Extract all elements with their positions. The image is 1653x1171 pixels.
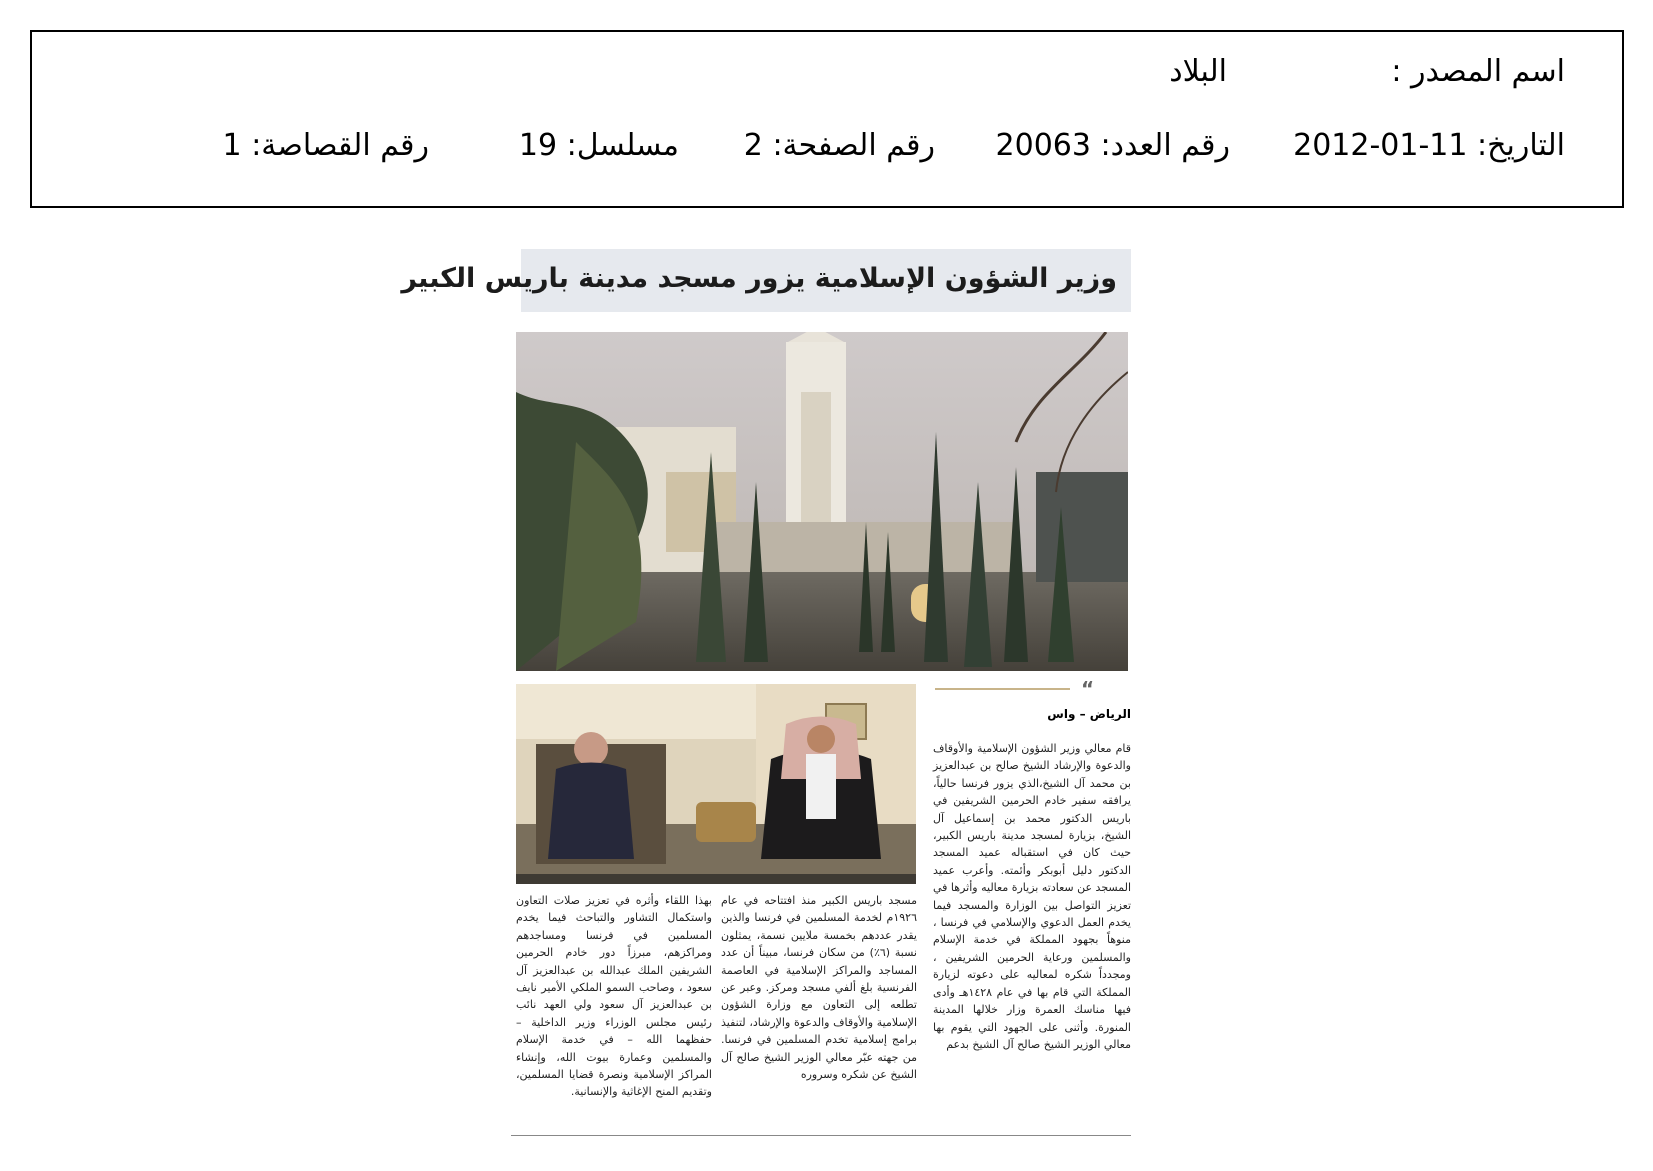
page-value: 2: [743, 128, 763, 163]
article-column-middle: مسجد باريس الكبير منذ افتتاحه في عام ١٩٢٦م لخدمة المسلمين في فرنسا والذين يقدر عددهم بخمسة ملايين نسمة، يمثلون نسبة (٦٪) من سكان فرنسا، مبيناً أن عدد المساجد والمراكز الإسلامية في العاصمة الفرنسية بلغ ألفي مسجد ومركز. وعبر عن تطلعه إلى التعاون مع وزارة الشؤون الإسلامية والأوقاف والدعوة والإرشاد، لتنفيذ برامج إسلامية تخدم المسلمين في فرنسا. من جهته عبّر معالي الوزير الشيخ صالح آل الشيخ عن شكره وسروره: [721, 894, 917, 1082]
clip-number-value: 1: [222, 128, 242, 163]
byline-divider: [935, 688, 1070, 690]
meeting-photo: [516, 684, 916, 884]
mosque-photo-illustration: [516, 332, 1128, 671]
serial-label: مسلسل:: [566, 128, 679, 163]
quote-mark-icon: “: [1081, 677, 1095, 701]
page-label: رقم الصفحة:: [772, 128, 935, 163]
source-value: البلاد: [1169, 54, 1227, 89]
clipping-bottom-edge: [511, 1135, 1131, 1136]
clip-number-field: [223, 128, 429, 163]
date-label: التاريخ:: [1477, 128, 1565, 163]
article-column-right: قام معالي وزير الشؤون الإسلامية والأوقاف والدعوة والإرشاد الشيخ صالح بن عبدالعزيز بن محمد آل الشيخ،الذي يزور فرنسا حالياً، يرافقه سفير خادم الحرمين الشريفين في باريس الدكتور محمد بن إسماعيل آل الشيخ، بزيارة لمسجد مدينة باريس الكبير، حيث كان في استقباله عميد المسجد الدكتور دليل أبوبكر وأئمته. وأعرب عميد المسجد عن سعادته بزيارة معاليه وأثرها في تعزيز التواصل بين الوزارة والمسجد فيما يخدم العمل الدعوي والإسلامي في فرنسا ، منوهاً بجهود المملكة في خدمة الإسلام والمسلمين ورعاية الحرمين الشريفين ، ومجدداً شكره لمعاليه على دعوته لزيارة المملكة التي قام بها في عام ١٤٢٨هـ وأدى فيها مناسك العمرة وزار خلالها المدينة المنورة. وأثنى على الجهود التي يقوم بها معالي الوزير الشيخ صالح آل الشيخ بدعم: [933, 742, 1131, 1051]
page-field: [744, 128, 935, 163]
clip-number-label: رقم القصاصة:: [251, 128, 429, 163]
headline-band: [401, 249, 1131, 312]
article-column-left: بهذا اللقاء وأثره في تعزيز صلات التعاون واستكمال التشاور والتباحث فيما يخدم المسلمين في فرنسا ومساجدهم ومراكزهم، مبرزاً دور خادم الحرمين الشريفين الملك عبدالله بن عبدالعزيز آل سعود ، وصاحب السمو الملكي الأمير نايف بن عبدالعزيز آل سعود ولي العهد نائب رئيس مجلس الوزراء وزير الداخلية – حفظهما الله – في خدمة الإسلام والمسلمين وعمارة بيوت الله، وإنشاء المراكز الإسلامية ونصرة قضايا المسلمين، وتقديم المنح الإغاثية والإنسانية.: [516, 894, 712, 1099]
source-label: اسم المصدر :: [1391, 54, 1565, 89]
article-headline: وزير الشؤون الإسلامية يزور مسجد مدينة باريس الكبير: [401, 263, 1117, 294]
mosque-photo: [516, 332, 1128, 671]
serial-value: 19: [518, 128, 558, 163]
date-field: [1293, 128, 1565, 163]
meeting-photo-illustration: [516, 684, 916, 884]
date-value: 2012-01-11: [1293, 128, 1468, 163]
issue-label: رقم العدد:: [1100, 128, 1230, 163]
newspaper-clipping: [401, 237, 1135, 1143]
serial-field: [519, 128, 679, 163]
issue-field: [996, 128, 1230, 163]
article-byline: الرياض – واس: [1047, 707, 1131, 721]
issue-value: 20063: [995, 128, 1091, 163]
clipping-metadata-box: [30, 30, 1624, 208]
